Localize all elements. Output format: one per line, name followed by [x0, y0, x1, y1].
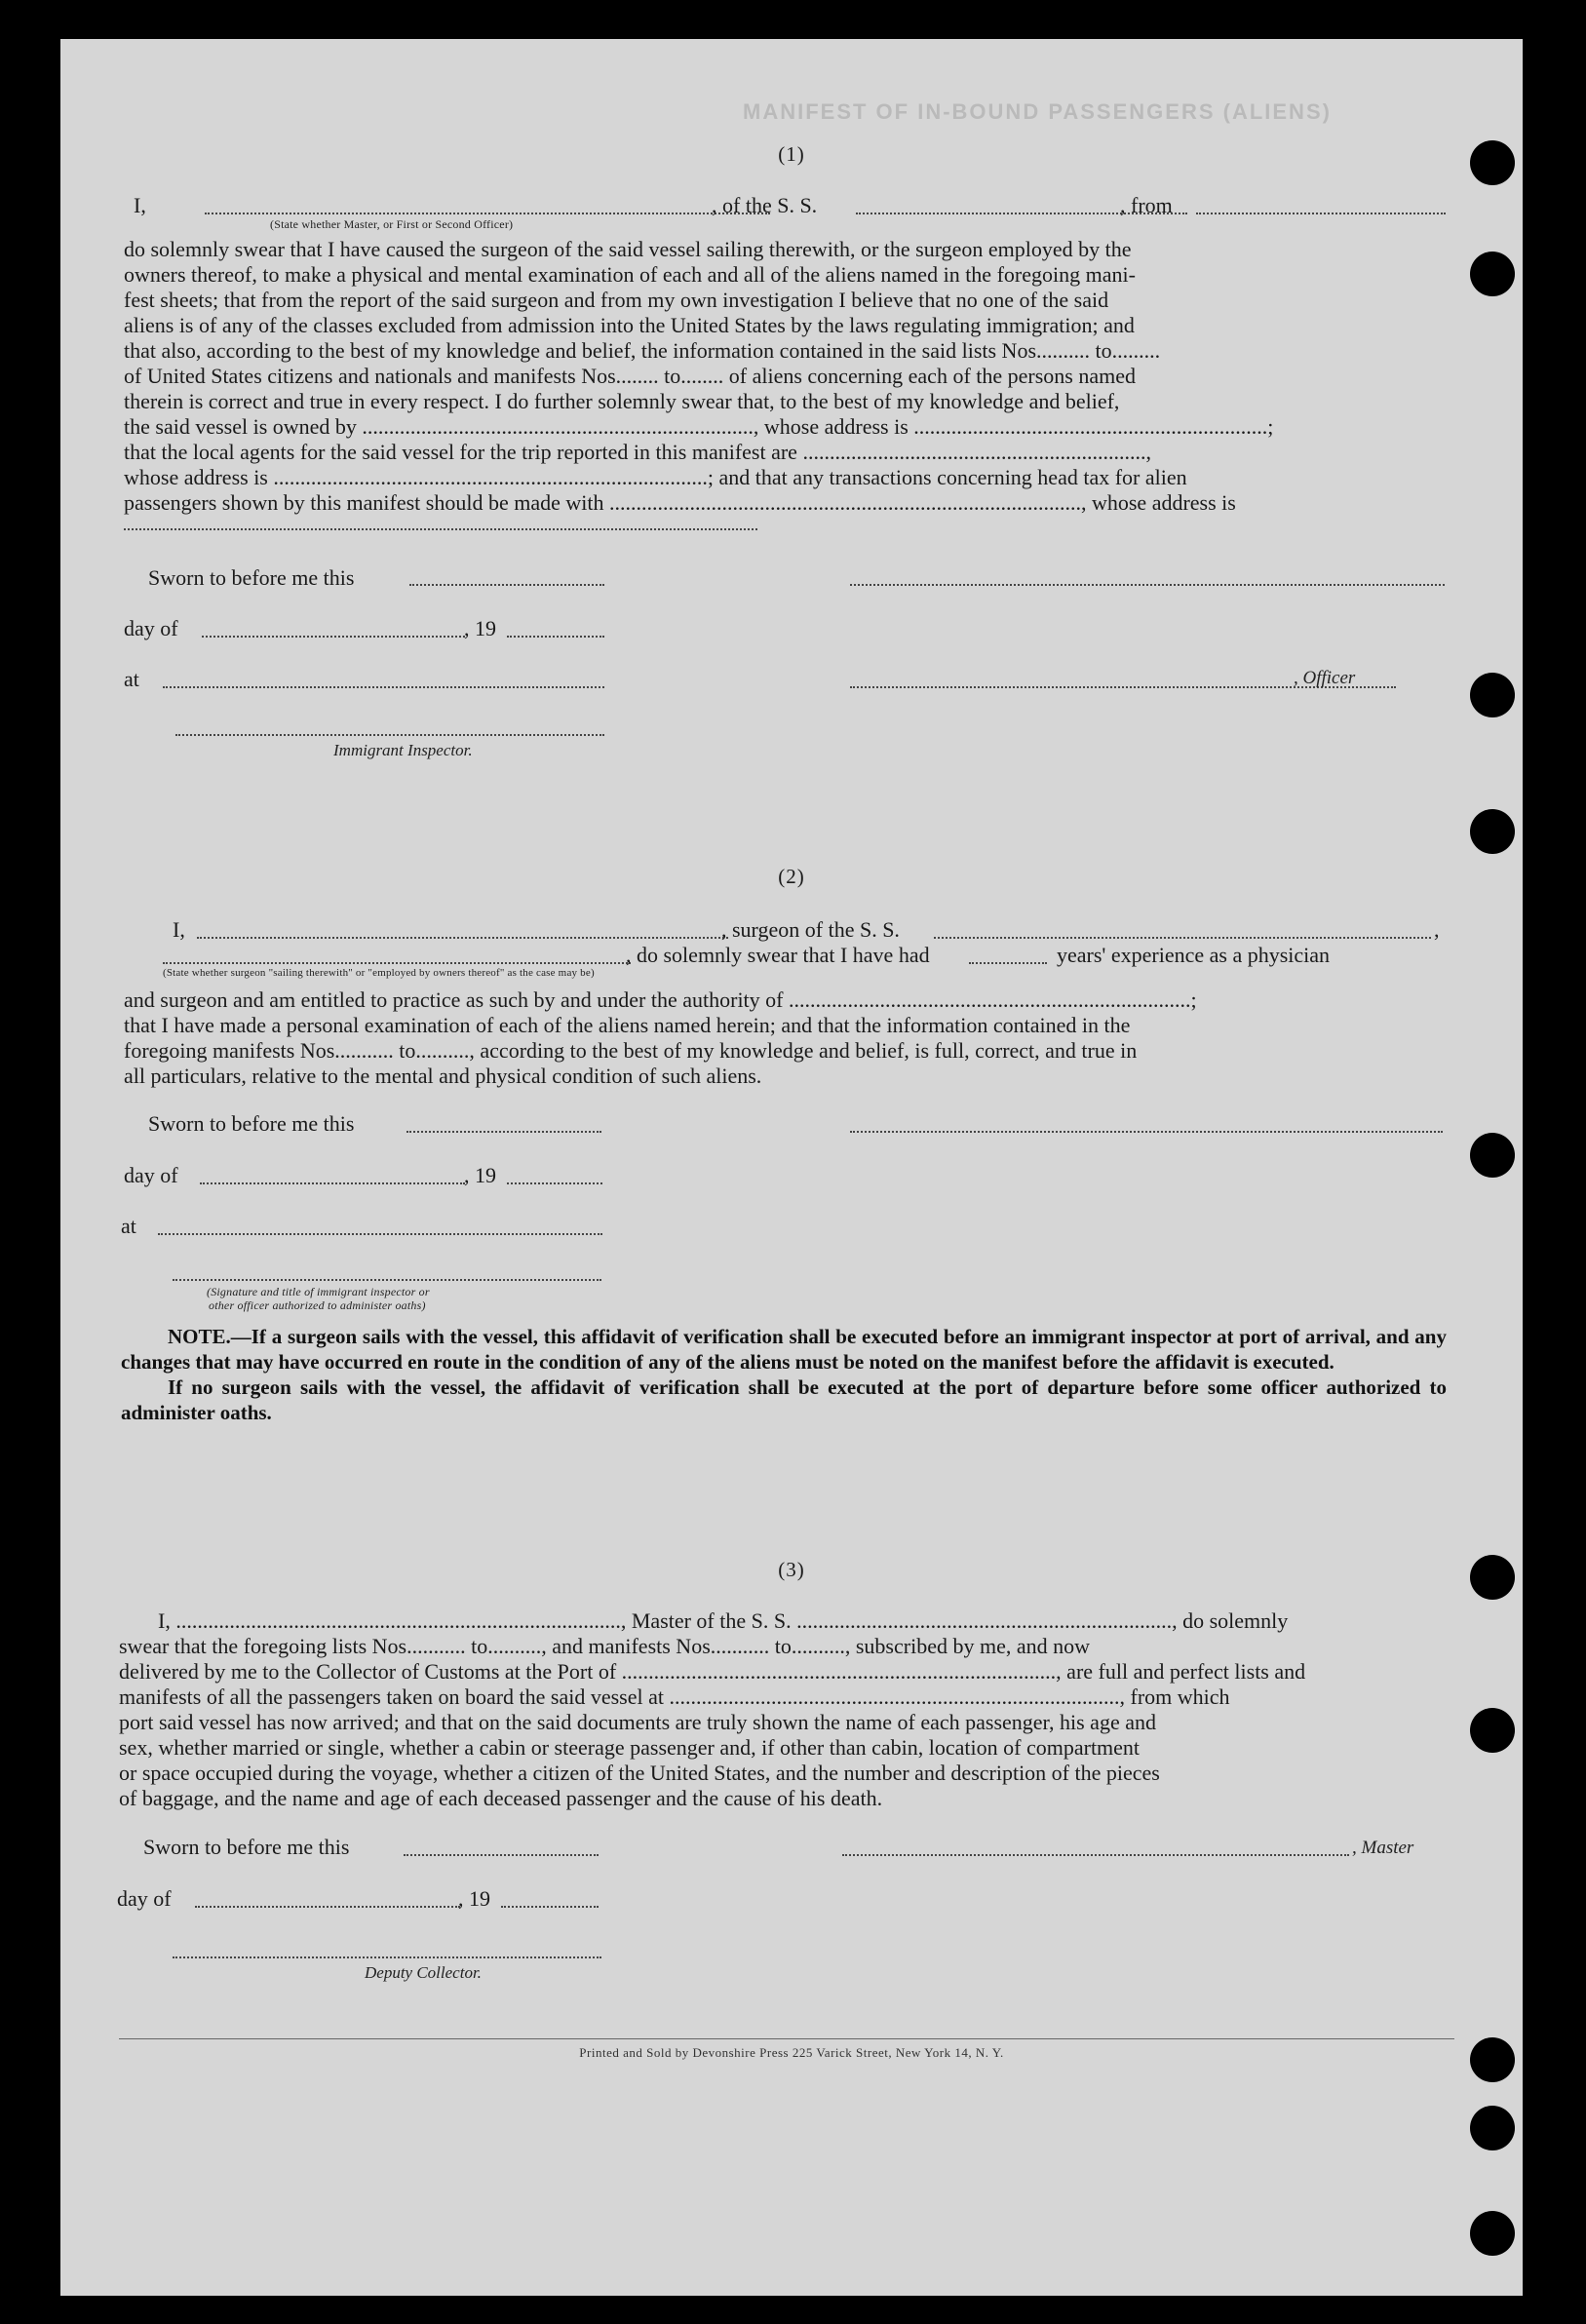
s1-year-field — [507, 636, 604, 638]
s1-inspector-label: Immigrant Inspector. — [333, 741, 473, 759]
s1-from: , from — [1120, 193, 1173, 217]
s2-vessel-field — [934, 937, 1431, 939]
s1-body-line: do solemnly swear that I have caused the surgeon of the said vessel sailing therewith, or the surgeon employed by the — [124, 237, 1132, 261]
s3-body-line: of baggage, and the name and age of each deceased passenger and the cause of his death. — [119, 1786, 883, 1810]
s1-signature-field — [850, 584, 1445, 586]
s1-body-line: fest sheets; that from the report of the said surgeon and from my own investigation I believe that no one of the said — [124, 288, 1109, 312]
s2-surgeon-type-field — [163, 962, 631, 964]
s1-body-line: passengers shown by this manifest should be made with ........................................................................................, whose address is — [124, 490, 1236, 515]
s3-year-field — [501, 1906, 599, 1908]
note-block — [121, 1324, 1447, 1425]
s1-body-line: aliens is of any of the classes excluded from admission into the United States by the laws regulating immigration; and — [124, 313, 1135, 337]
section-3-body — [119, 1608, 1445, 1811]
s3-year-prefix: , 19 — [458, 1886, 490, 1911]
s2-at-field — [158, 1233, 602, 1235]
section-2-body — [124, 988, 1445, 1089]
s1-sworn-field — [409, 584, 604, 586]
section-3-heading: (3) — [778, 1558, 805, 1581]
s1-body-line: the said vessel is owned by ........................................................................., whose address is ..................................................................; — [124, 414, 1274, 439]
s1-of-ss: , of the S. S. — [712, 193, 818, 217]
s3-collector-label: Deputy Collector. — [365, 1963, 482, 1982]
s1-body-line: owners thereof, to make a physical and mental examination of each and all of the aliens named in the foregoing mani- — [124, 262, 1136, 287]
s3-body-line: port said vessel has now arrived; and that on the said documents are truly shown the name of each passenger, his age and — [119, 1710, 1156, 1734]
s3-master-label: , Master — [1352, 1838, 1414, 1858]
s2-day-of-label: day of — [124, 1163, 178, 1187]
s2-at-label: at — [121, 1214, 136, 1238]
punch-hole — [1470, 2211, 1515, 2256]
s3-body-line: manifests of all the passengers taken on board the said vessel at ...................................................................................., from which — [119, 1685, 1230, 1709]
s3-sworn-field — [404, 1854, 599, 1856]
s3-body-line: swear that the foregoing lists Nos........... to.........., and manifests Nos........... to.........., subscribed by me, and now — [119, 1634, 1090, 1658]
s3-master-signature-field — [842, 1854, 1349, 1856]
s1-at-field — [163, 686, 604, 688]
from-field — [1196, 213, 1446, 214]
s1-inspector-field — [175, 734, 604, 736]
s1-body-line: that also, according to the best of my knowledge and belief, the information contained in the said lists Nos.......... to......... — [124, 338, 1161, 363]
s2-signature-note-2: other officer authorized to administer oaths) — [209, 1298, 426, 1312]
s2-signature-field — [850, 1131, 1443, 1133]
s2-body-line: all particulars, relative to the mental and physical condition of such aliens. — [124, 1064, 762, 1088]
note-paragraph-1: NOTE.—If a surgeon sails with the vessel, this affidavit of verification shall be executed before an immigrant inspector at port of arrival, and any changes that may have occurred en route in the condition of any of the aliens must be noted on the manifest before the affidavit is executed. — [121, 1325, 1447, 1374]
s2-swear: , do solemnly swear that I have had — [626, 943, 930, 967]
s1-day-of-label: day of — [124, 616, 178, 640]
section-1-body — [124, 237, 1445, 516]
s2-line1-end: , — [1434, 917, 1440, 942]
master-name-field — [205, 213, 770, 214]
s1-day-field — [202, 636, 465, 638]
s2-day-field — [200, 1182, 465, 1184]
s1-line1-prefix: I, — [134, 193, 146, 217]
s3-collector-field — [173, 1956, 601, 1958]
s1-officer-label: , Officer — [1294, 668, 1356, 688]
s1-body-line: therein is correct and true in every respect. I do further solemnly swear that, to the best of my knowledge and belief, — [124, 389, 1120, 413]
s1-body-line: that the local agents for the said vessel for the trip reported in this manifest are ................................................................, — [124, 440, 1151, 464]
s2-surgeon-name-field — [197, 937, 728, 939]
s1-year-prefix: , 19 — [464, 616, 496, 640]
s2-years-label: years' experience as a physician — [1057, 943, 1331, 967]
punch-hole — [1470, 1708, 1515, 1753]
s1-body-line: whose address is .................................................................................; and that any transactions concerning head tax for alien — [124, 465, 1187, 489]
printer-footer: Printed and Sold by Devonshire Press 225 Varick Street, New York 14, N. Y. — [579, 2045, 1004, 2060]
s3-body-line: I, ..................................................................................., Master of the S. S. ......................................................................, do solemnly — [158, 1608, 1289, 1633]
s2-surgeon-note: (State whether surgeon "sailing therewith" or "employed by owners thereof" as the case may be) — [163, 967, 595, 979]
s3-body-line: delivered by me to the Collector of Customs at the Port of ................................................................................., are full and perfect lists and — [119, 1659, 1306, 1684]
s2-year-field — [507, 1182, 602, 1184]
punch-hole — [1470, 673, 1515, 717]
master-note: (State whether Master, or First or Second Officer) — [270, 217, 514, 231]
s3-day-field — [195, 1906, 460, 1908]
s1-trailing-field — [124, 528, 757, 530]
section-2-heading: (2) — [778, 865, 805, 888]
s2-sworn-label: Sworn to before me this — [148, 1111, 355, 1136]
bleed-through-text: MANIFEST OF IN-BOUND PASSENGERS (ALIENS) — [743, 99, 1332, 124]
punch-hole — [1470, 252, 1515, 296]
s2-sworn-field — [406, 1131, 601, 1133]
s3-body-line: sex, whether married or single, whether a cabin or steerage passenger and, if other than cabin, location of compartment — [119, 1735, 1141, 1760]
s2-years-field — [969, 962, 1047, 964]
footer-rule — [119, 2038, 1454, 2039]
punch-hole — [1470, 809, 1515, 854]
s2-body-line: foregoing manifests Nos........... to.........., according to the best of my knowledge and belief, is full, correct, and true in — [124, 1038, 1138, 1063]
s2-surgeon-of: , surgeon of the S. S. — [721, 917, 900, 942]
section-1-heading: (1) — [778, 142, 805, 166]
s2-inspector-signature-field — [173, 1279, 601, 1281]
s1-at-label: at — [124, 667, 139, 691]
s2-signature-note-1: (Signature and title of immigrant inspector or — [207, 1285, 430, 1298]
s3-sworn-label: Sworn to before me this — [143, 1835, 350, 1859]
punch-hole — [1470, 1133, 1515, 1178]
s2-line1-prefix: I, — [173, 917, 185, 942]
document-page — [60, 39, 1523, 2296]
punch-hole — [1470, 2106, 1515, 2150]
s2-body-line: that I have made a personal examination of each of the aliens named herein; and that the information contained in the — [124, 1013, 1131, 1037]
s3-body-line: or space occupied during the voyage, whether a citizen of the United States, and the number and description of the pieces — [119, 1761, 1160, 1785]
s1-body-line: of United States citizens and nationals and manifests Nos........ to........ of aliens concerning each of the persons named — [124, 364, 1137, 388]
s1-sworn-label: Sworn to before me this — [148, 565, 355, 590]
s2-body-line: and surgeon and am entitled to practice as such by and under the authority of ...........................................................................; — [124, 988, 1197, 1012]
s3-day-of-label: day of — [117, 1886, 172, 1911]
s2-year-prefix: , 19 — [464, 1163, 496, 1187]
note-paragraph-2: If no surgeon sails with the vessel, the affidavit of verification shall be executed at the port of departure before some officer authorized to administer oaths. — [121, 1375, 1447, 1424]
